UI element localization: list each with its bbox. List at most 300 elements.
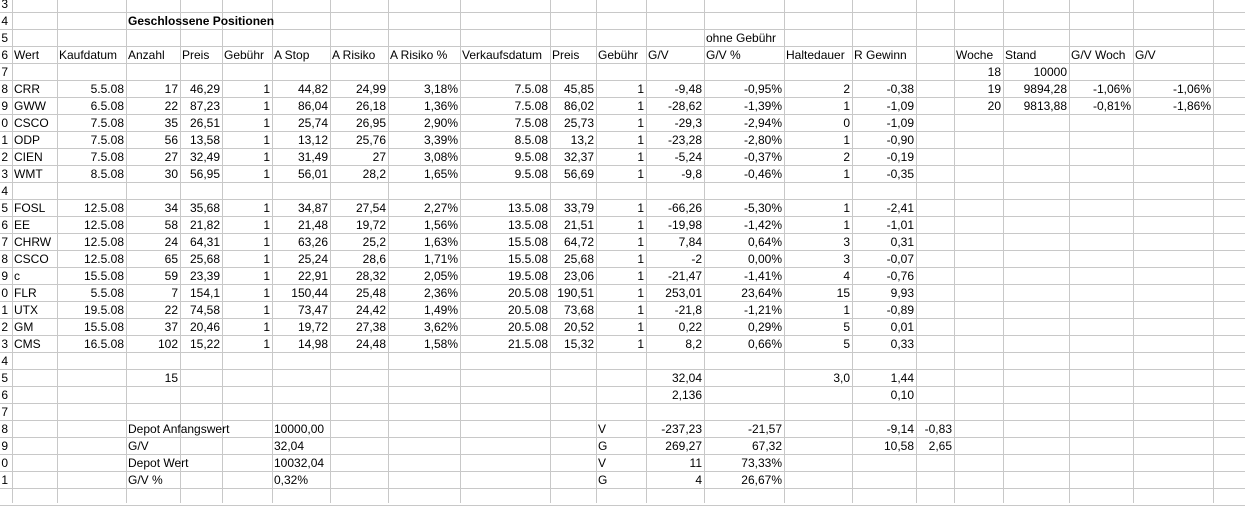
table-cell[interactable]: 21,51 bbox=[563, 218, 594, 232]
table-cell[interactable]: -5,24 bbox=[674, 150, 702, 164]
table-cell[interactable]: 25,76 bbox=[355, 133, 386, 147]
table-cell[interactable]: 8.5.08 bbox=[514, 133, 548, 147]
table-cell[interactable]: 20.5.08 bbox=[507, 320, 548, 334]
table-cell[interactable]: 5 bbox=[843, 320, 850, 334]
table-cell[interactable]: -9,8 bbox=[681, 167, 702, 181]
row-number[interactable]: 1 bbox=[1, 133, 8, 147]
table-cell[interactable]: 1 bbox=[263, 167, 270, 181]
table-cell[interactable]: 26,51 bbox=[189, 116, 220, 130]
table-cell[interactable]: -21,47 bbox=[667, 269, 702, 283]
table-cell[interactable]: 15,32 bbox=[563, 337, 594, 351]
table-cell[interactable]: -0,35 bbox=[886, 167, 914, 181]
table-cell[interactable]: 7.5.08 bbox=[514, 82, 548, 96]
weekly-cell[interactable]: 10000 bbox=[1033, 65, 1067, 79]
table-cell[interactable]: 86,04 bbox=[297, 99, 328, 113]
table-cell[interactable]: -1,41% bbox=[743, 269, 782, 283]
stat-key[interactable]: G bbox=[598, 439, 608, 453]
row-number[interactable]: 7 bbox=[1, 65, 8, 79]
row-number[interactable]: 8 bbox=[1, 82, 8, 96]
table-cell[interactable]: 58 bbox=[164, 218, 178, 232]
table-cell[interactable]: -1,09 bbox=[886, 99, 914, 113]
table-cell[interactable]: 5.5.08 bbox=[90, 82, 124, 96]
table-cell[interactable]: -0,95% bbox=[743, 82, 782, 96]
column-header[interactable]: G/V % bbox=[706, 48, 741, 62]
table-cell[interactable]: EE bbox=[14, 218, 31, 232]
table-cell[interactable]: -1,21% bbox=[743, 303, 782, 317]
table-cell[interactable]: 16.5.08 bbox=[83, 337, 124, 351]
table-cell[interactable]: 15.5.08 bbox=[83, 269, 124, 283]
table-cell[interactable]: 2 bbox=[843, 82, 850, 96]
table-cell[interactable]: 13,2 bbox=[570, 133, 594, 147]
table-cell[interactable]: 19,72 bbox=[355, 218, 386, 232]
weekly-cell[interactable]: -1,06% bbox=[1172, 82, 1211, 96]
weekly-cell[interactable]: 9813,88 bbox=[1023, 99, 1067, 113]
table-cell[interactable]: -28,62 bbox=[667, 99, 702, 113]
summary-halt-avg[interactable]: 3,0 bbox=[833, 371, 850, 385]
stat-value-b[interactable]: -21,57 bbox=[747, 422, 782, 436]
table-cell[interactable]: -0,38 bbox=[886, 82, 914, 96]
column-header[interactable]: Kaufdatum bbox=[59, 48, 118, 62]
table-cell[interactable]: 5 bbox=[843, 337, 850, 351]
row-number[interactable]: 2 bbox=[1, 320, 8, 334]
table-cell[interactable]: 0,33 bbox=[890, 337, 914, 351]
table-cell[interactable]: CHRW bbox=[14, 235, 52, 249]
stat-value-b[interactable]: 26,67% bbox=[741, 473, 782, 487]
table-cell[interactable]: 21,82 bbox=[189, 218, 220, 232]
table-cell[interactable]: 34 bbox=[164, 201, 178, 215]
table-cell[interactable]: 26,18 bbox=[355, 99, 386, 113]
table-cell[interactable]: 25,2 bbox=[362, 235, 386, 249]
table-cell[interactable]: 9.5.08 bbox=[514, 167, 548, 181]
table-cell[interactable]: 1,58% bbox=[423, 337, 458, 351]
column-header[interactable]: A Risiko bbox=[332, 48, 376, 62]
row-number[interactable]: 9 bbox=[1, 269, 8, 283]
table-cell[interactable]: 13.5.08 bbox=[507, 201, 548, 215]
table-cell[interactable]: -2,41 bbox=[886, 201, 914, 215]
table-cell[interactable]: FOSL bbox=[14, 201, 46, 215]
weekly-header[interactable]: Woche bbox=[956, 48, 994, 62]
table-cell[interactable]: 34,87 bbox=[297, 201, 328, 215]
table-cell[interactable]: 56,01 bbox=[297, 167, 328, 181]
row-number[interactable]: 7 bbox=[1, 235, 8, 249]
table-cell[interactable]: 0,29% bbox=[747, 320, 782, 334]
table-cell[interactable]: 56 bbox=[164, 133, 178, 147]
stat-value-r[interactable]: 10,58 bbox=[883, 439, 914, 453]
table-cell[interactable]: 59 bbox=[164, 269, 178, 283]
table-cell[interactable]: 13,12 bbox=[297, 133, 328, 147]
table-cell[interactable]: 1 bbox=[263, 133, 270, 147]
row-number[interactable]: 8 bbox=[1, 422, 8, 436]
table-cell[interactable]: 19.5.08 bbox=[507, 269, 548, 283]
table-cell[interactable]: 15 bbox=[836, 286, 850, 300]
table-cell[interactable]: 1 bbox=[637, 150, 644, 164]
column-header[interactable]: R Gewinn bbox=[854, 48, 907, 62]
weekly-cell[interactable]: -0,81% bbox=[1092, 99, 1131, 113]
table-cell[interactable]: -0,19 bbox=[886, 150, 914, 164]
table-cell[interactable]: 6.5.08 bbox=[90, 99, 124, 113]
table-cell[interactable]: 20.5.08 bbox=[507, 286, 548, 300]
table-cell[interactable]: 25,73 bbox=[563, 116, 594, 130]
table-cell[interactable]: 15.5.08 bbox=[507, 252, 548, 266]
table-cell[interactable]: 7,84 bbox=[678, 235, 702, 249]
table-cell[interactable]: 22 bbox=[164, 303, 178, 317]
table-cell[interactable]: 102 bbox=[157, 337, 178, 351]
stat-key[interactable]: V bbox=[598, 456, 607, 470]
table-cell[interactable]: GM bbox=[14, 320, 34, 334]
table-cell[interactable]: 1,56% bbox=[423, 218, 458, 232]
table-cell[interactable]: -0,90 bbox=[886, 133, 914, 147]
table-cell[interactable]: 1,65% bbox=[423, 167, 458, 181]
table-cell[interactable]: 1 bbox=[637, 235, 644, 249]
depot-value[interactable]: 0,32% bbox=[274, 473, 309, 487]
column-header[interactable]: Verkaufsdatum bbox=[462, 48, 543, 62]
label-ohne-gebuehr[interactable]: ohne Gebühr bbox=[706, 31, 777, 45]
table-cell[interactable]: 30 bbox=[164, 167, 178, 181]
table-cell[interactable]: 1 bbox=[263, 269, 270, 283]
table-cell[interactable]: 19.5.08 bbox=[83, 303, 124, 317]
table-cell[interactable]: -1,09 bbox=[886, 116, 914, 130]
row-number[interactable]: 6 bbox=[1, 218, 8, 232]
table-cell[interactable]: 25,24 bbox=[297, 252, 328, 266]
table-cell[interactable]: -0,89 bbox=[886, 303, 914, 317]
table-cell[interactable]: -0,07 bbox=[886, 252, 914, 266]
table-cell[interactable]: 1 bbox=[637, 286, 644, 300]
table-cell[interactable]: -2,94% bbox=[743, 116, 782, 130]
table-cell[interactable]: 20,46 bbox=[189, 320, 220, 334]
table-cell[interactable]: 24 bbox=[164, 235, 178, 249]
table-cell[interactable]: 1 bbox=[263, 320, 270, 334]
table-cell[interactable]: 27,38 bbox=[355, 320, 386, 334]
table-cell[interactable]: -0,37% bbox=[743, 150, 782, 164]
stat-value-a[interactable]: 269,27 bbox=[665, 439, 702, 453]
table-cell[interactable]: 7.5.08 bbox=[90, 133, 124, 147]
table-cell[interactable]: 190,51 bbox=[557, 286, 594, 300]
table-cell[interactable]: 5.5.08 bbox=[90, 286, 124, 300]
table-cell[interactable]: 14,98 bbox=[297, 337, 328, 351]
table-cell[interactable]: 8.5.08 bbox=[90, 167, 124, 181]
table-cell[interactable]: 1 bbox=[263, 150, 270, 164]
row-number[interactable]: 1 bbox=[1, 473, 8, 487]
table-cell[interactable]: 12.5.08 bbox=[83, 201, 124, 215]
table-cell[interactable]: 1 bbox=[263, 235, 270, 249]
table-cell[interactable]: 1 bbox=[637, 337, 644, 351]
table-cell[interactable]: 86,02 bbox=[563, 99, 594, 113]
table-cell[interactable]: 1,71% bbox=[423, 252, 458, 266]
table-cell[interactable]: 73,68 bbox=[563, 303, 594, 317]
table-cell[interactable]: CMS bbox=[14, 337, 41, 351]
table-cell[interactable]: 7 bbox=[171, 286, 178, 300]
table-cell[interactable]: 22,91 bbox=[297, 269, 328, 283]
table-cell[interactable]: 0 bbox=[843, 116, 850, 130]
column-header[interactable]: A Stop bbox=[274, 48, 310, 62]
table-cell[interactable]: 150,44 bbox=[291, 286, 328, 300]
table-cell[interactable]: 1 bbox=[843, 167, 850, 181]
table-cell[interactable]: 1 bbox=[843, 133, 850, 147]
table-cell[interactable]: 35 bbox=[164, 116, 178, 130]
table-cell[interactable]: 253,01 bbox=[665, 286, 702, 300]
table-cell[interactable]: 28,32 bbox=[355, 269, 386, 283]
table-cell[interactable]: 56,69 bbox=[563, 167, 594, 181]
row-number[interactable]: 6 bbox=[1, 48, 8, 62]
stat-key[interactable]: G bbox=[598, 473, 608, 487]
table-cell[interactable]: 1 bbox=[263, 99, 270, 113]
depot-value[interactable]: 32,04 bbox=[274, 439, 305, 453]
table-cell[interactable]: 23,64% bbox=[741, 286, 782, 300]
table-cell[interactable]: 44,82 bbox=[297, 82, 328, 96]
stat-value-s[interactable]: 2,65 bbox=[928, 439, 952, 453]
stat-key[interactable]: V bbox=[598, 422, 607, 436]
table-cell[interactable]: 1 bbox=[843, 218, 850, 232]
table-cell[interactable]: 23,39 bbox=[189, 269, 220, 283]
table-cell[interactable]: 1 bbox=[637, 218, 644, 232]
table-cell[interactable]: 3,18% bbox=[423, 82, 458, 96]
weekly-cell[interactable]: -1,86% bbox=[1172, 99, 1211, 113]
row-number[interactable]: 0 bbox=[1, 116, 8, 130]
table-cell[interactable]: 0,00% bbox=[747, 252, 782, 266]
row-number[interactable]: 3 bbox=[1, 337, 8, 351]
table-cell[interactable]: 1 bbox=[637, 303, 644, 317]
table-cell[interactable]: 1 bbox=[637, 320, 644, 334]
table-cell[interactable]: 73,47 bbox=[297, 303, 328, 317]
table-cell[interactable]: 8,2 bbox=[685, 337, 702, 351]
table-cell[interactable]: 24,99 bbox=[355, 82, 386, 96]
row-number[interactable]: 5 bbox=[1, 31, 8, 45]
stat-value-s[interactable]: -0,83 bbox=[924, 422, 952, 436]
table-cell[interactable]: 37 bbox=[164, 320, 178, 334]
table-cell[interactable]: 26,95 bbox=[355, 116, 386, 130]
table-cell[interactable]: 27,54 bbox=[355, 201, 386, 215]
table-cell[interactable]: 0,01 bbox=[890, 320, 914, 334]
table-cell[interactable]: 154,1 bbox=[189, 286, 220, 300]
table-cell[interactable]: 12.5.08 bbox=[83, 252, 124, 266]
table-cell[interactable]: 3,08% bbox=[423, 150, 458, 164]
table-cell[interactable]: 1 bbox=[263, 337, 270, 351]
row-number[interactable]: 0 bbox=[1, 456, 8, 470]
row-number[interactable]: 0 bbox=[1, 286, 8, 300]
depot-label[interactable]: Depot Anfangswert bbox=[128, 422, 230, 436]
table-cell[interactable]: ODP bbox=[14, 133, 41, 147]
table-cell[interactable]: 1 bbox=[263, 82, 270, 96]
table-cell[interactable]: 1 bbox=[637, 167, 644, 181]
table-cell[interactable]: 25,74 bbox=[297, 116, 328, 130]
table-cell[interactable]: 7.5.08 bbox=[514, 116, 548, 130]
table-cell[interactable]: 7.5.08 bbox=[90, 116, 124, 130]
table-cell[interactable]: 1 bbox=[637, 116, 644, 130]
summary-r-avg[interactable]: 0,10 bbox=[890, 388, 914, 402]
table-cell[interactable]: -2,80% bbox=[743, 133, 782, 147]
table-cell[interactable]: -5,30% bbox=[743, 201, 782, 215]
table-cell[interactable]: -21,8 bbox=[674, 303, 702, 317]
table-cell[interactable]: -1,39% bbox=[743, 99, 782, 113]
table-cell[interactable]: 28,6 bbox=[362, 252, 386, 266]
row-number[interactable]: 3 bbox=[1, 0, 8, 11]
column-header[interactable]: Wert bbox=[14, 48, 40, 62]
table-cell[interactable]: 1 bbox=[843, 99, 850, 113]
table-cell[interactable]: 31,49 bbox=[297, 150, 328, 164]
sheet-title[interactable]: Geschlossene Positionen bbox=[128, 14, 275, 28]
table-cell[interactable]: 32,37 bbox=[563, 150, 594, 164]
table-cell[interactable]: 1,36% bbox=[423, 99, 458, 113]
row-number[interactable]: 4 bbox=[1, 354, 8, 368]
table-cell[interactable]: 0,31 bbox=[890, 235, 914, 249]
table-cell[interactable]: 1 bbox=[637, 269, 644, 283]
table-cell[interactable]: GWW bbox=[14, 99, 46, 113]
table-cell[interactable]: 1 bbox=[263, 252, 270, 266]
row-number[interactable]: 9 bbox=[1, 439, 8, 453]
table-cell[interactable]: 7.5.08 bbox=[514, 99, 548, 113]
table-cell[interactable]: -0,46% bbox=[743, 167, 782, 181]
table-cell[interactable]: 63,26 bbox=[297, 235, 328, 249]
table-cell[interactable]: 19,72 bbox=[297, 320, 328, 334]
table-cell[interactable]: WMT bbox=[14, 167, 43, 181]
table-cell[interactable]: 9.5.08 bbox=[514, 150, 548, 164]
depot-value[interactable]: 10000,00 bbox=[274, 422, 325, 436]
table-cell[interactable]: 13.5.08 bbox=[507, 218, 548, 232]
table-cell[interactable]: 17 bbox=[164, 82, 178, 96]
table-cell[interactable]: -19,98 bbox=[667, 218, 702, 232]
row-number[interactable]: 5 bbox=[1, 201, 8, 215]
table-cell[interactable]: 64,31 bbox=[189, 235, 220, 249]
stat-value-b[interactable]: 73,33% bbox=[741, 456, 782, 470]
row-number[interactable]: 7 bbox=[1, 405, 8, 419]
table-cell[interactable]: 56,95 bbox=[189, 167, 220, 181]
table-cell[interactable]: 1 bbox=[637, 82, 644, 96]
table-cell[interactable]: 35,68 bbox=[189, 201, 220, 215]
table-cell[interactable]: 20.5.08 bbox=[507, 303, 548, 317]
row-number[interactable]: 4 bbox=[1, 14, 8, 28]
stat-value-b[interactable]: 67,32 bbox=[751, 439, 782, 453]
table-cell[interactable]: 32,49 bbox=[189, 150, 220, 164]
row-number[interactable]: 2 bbox=[1, 150, 8, 164]
table-cell[interactable]: 15,22 bbox=[189, 337, 220, 351]
table-cell[interactable]: 9,93 bbox=[890, 286, 914, 300]
table-cell[interactable]: 0,22 bbox=[678, 320, 702, 334]
table-cell[interactable]: 4 bbox=[843, 269, 850, 283]
table-cell[interactable]: 0,66% bbox=[747, 337, 782, 351]
table-cell[interactable]: 15.5.08 bbox=[507, 235, 548, 249]
table-cell[interactable]: 27 bbox=[372, 150, 386, 164]
column-header[interactable]: A Risiko % bbox=[390, 48, 448, 62]
weekly-header[interactable]: G/V Woch bbox=[1071, 48, 1126, 62]
table-cell[interactable]: 45,85 bbox=[563, 82, 594, 96]
column-header[interactable]: Gebühr bbox=[224, 48, 265, 62]
table-cell[interactable]: 87,23 bbox=[189, 99, 220, 113]
table-cell[interactable]: 7.5.08 bbox=[90, 150, 124, 164]
weekly-cell[interactable]: 19 bbox=[987, 82, 1001, 96]
table-cell[interactable]: 3 bbox=[843, 235, 850, 249]
table-cell[interactable]: 1,63% bbox=[423, 235, 458, 249]
table-cell[interactable]: 1 bbox=[637, 252, 644, 266]
row-number[interactable]: 6 bbox=[1, 388, 8, 402]
table-cell[interactable]: -23,28 bbox=[667, 133, 702, 147]
stat-value-a[interactable]: -237,23 bbox=[661, 422, 702, 436]
table-cell[interactable]: c bbox=[14, 269, 20, 283]
depot-label[interactable]: G/V bbox=[128, 439, 149, 453]
column-header[interactable]: Preis bbox=[182, 48, 210, 62]
weekly-header[interactable]: G/V bbox=[1135, 48, 1156, 62]
stat-value-a[interactable]: 11 bbox=[689, 456, 702, 470]
weekly-header[interactable]: Stand bbox=[1005, 48, 1037, 62]
table-cell[interactable]: -1,42% bbox=[743, 218, 782, 232]
table-cell[interactable]: 21,48 bbox=[297, 218, 328, 232]
table-cell[interactable]: 1 bbox=[637, 133, 644, 147]
table-cell[interactable]: 1 bbox=[843, 201, 850, 215]
table-cell[interactable]: 13,58 bbox=[189, 133, 220, 147]
table-cell[interactable]: 25,48 bbox=[355, 286, 386, 300]
table-cell[interactable]: 33,79 bbox=[563, 201, 594, 215]
row-number[interactable]: 4 bbox=[1, 184, 8, 198]
column-header[interactable]: G/V bbox=[648, 48, 669, 62]
table-cell[interactable]: 25,68 bbox=[189, 252, 220, 266]
table-cell[interactable]: 25,68 bbox=[563, 252, 594, 266]
table-cell[interactable]: 23,06 bbox=[563, 269, 594, 283]
table-cell[interactable]: 74,58 bbox=[189, 303, 220, 317]
table-cell[interactable]: 2,05% bbox=[423, 269, 458, 283]
table-cell[interactable]: 2 bbox=[843, 150, 850, 164]
table-cell[interactable]: 64,72 bbox=[563, 235, 594, 249]
column-header[interactable]: Haltedauer bbox=[786, 48, 845, 62]
table-cell[interactable]: 1 bbox=[263, 286, 270, 300]
table-cell[interactable]: 3,39% bbox=[423, 133, 458, 147]
table-cell[interactable]: 12.5.08 bbox=[83, 218, 124, 232]
table-cell[interactable]: 46,29 bbox=[189, 82, 220, 96]
table-cell[interactable]: 1,49% bbox=[423, 303, 458, 317]
table-cell[interactable]: 12.5.08 bbox=[83, 235, 124, 249]
table-cell[interactable]: 1 bbox=[263, 116, 270, 130]
row-number[interactable]: 9 bbox=[1, 99, 8, 113]
table-cell[interactable]: 20,52 bbox=[563, 320, 594, 334]
table-cell[interactable]: -66,26 bbox=[667, 201, 702, 215]
table-cell[interactable]: 0,64% bbox=[747, 235, 782, 249]
table-cell[interactable]: 1 bbox=[843, 303, 850, 317]
table-cell[interactable]: 21.5.08 bbox=[507, 337, 548, 351]
table-cell[interactable]: CRR bbox=[14, 82, 40, 96]
summary-count[interactable]: 15 bbox=[164, 371, 178, 385]
weekly-cell[interactable]: 18 bbox=[987, 65, 1001, 79]
table-cell[interactable]: 3,62% bbox=[423, 320, 458, 334]
summary-gv-sum[interactable]: 32,04 bbox=[671, 371, 702, 385]
weekly-cell[interactable]: -1,06% bbox=[1092, 82, 1131, 96]
summary-gv-avg[interactable]: 2,136 bbox=[671, 388, 702, 402]
table-cell[interactable]: 2,27% bbox=[423, 201, 458, 215]
table-cell[interactable]: 3 bbox=[843, 252, 850, 266]
table-cell[interactable]: 24,42 bbox=[355, 303, 386, 317]
column-header[interactable]: Gebühr bbox=[598, 48, 639, 62]
table-cell[interactable]: UTX bbox=[14, 303, 38, 317]
table-cell[interactable]: 22 bbox=[164, 99, 178, 113]
table-cell[interactable]: 1 bbox=[637, 201, 644, 215]
table-cell[interactable]: -9,48 bbox=[674, 82, 702, 96]
table-cell[interactable]: -2 bbox=[691, 252, 702, 266]
table-cell[interactable]: 1 bbox=[263, 218, 270, 232]
row-number[interactable]: 5 bbox=[1, 371, 8, 385]
table-cell[interactable]: -1,01 bbox=[886, 218, 914, 232]
row-number[interactable]: 8 bbox=[1, 252, 8, 266]
table-cell[interactable]: 24,48 bbox=[355, 337, 386, 351]
table-cell[interactable]: 65 bbox=[164, 252, 178, 266]
row-number[interactable]: 3 bbox=[1, 167, 8, 181]
table-cell[interactable]: 2,36% bbox=[423, 286, 458, 300]
table-cell[interactable]: CSCO bbox=[14, 116, 49, 130]
table-cell[interactable]: 27 bbox=[164, 150, 178, 164]
table-cell[interactable]: -0,76 bbox=[886, 269, 914, 283]
stat-value-a[interactable]: 4 bbox=[695, 473, 702, 487]
weekly-cell[interactable]: 9894,28 bbox=[1023, 82, 1067, 96]
row-number[interactable]: 1 bbox=[1, 303, 8, 317]
table-cell[interactable]: 1 bbox=[263, 303, 270, 317]
table-cell[interactable]: 2,90% bbox=[423, 116, 458, 130]
table-cell[interactable]: 1 bbox=[263, 201, 270, 215]
